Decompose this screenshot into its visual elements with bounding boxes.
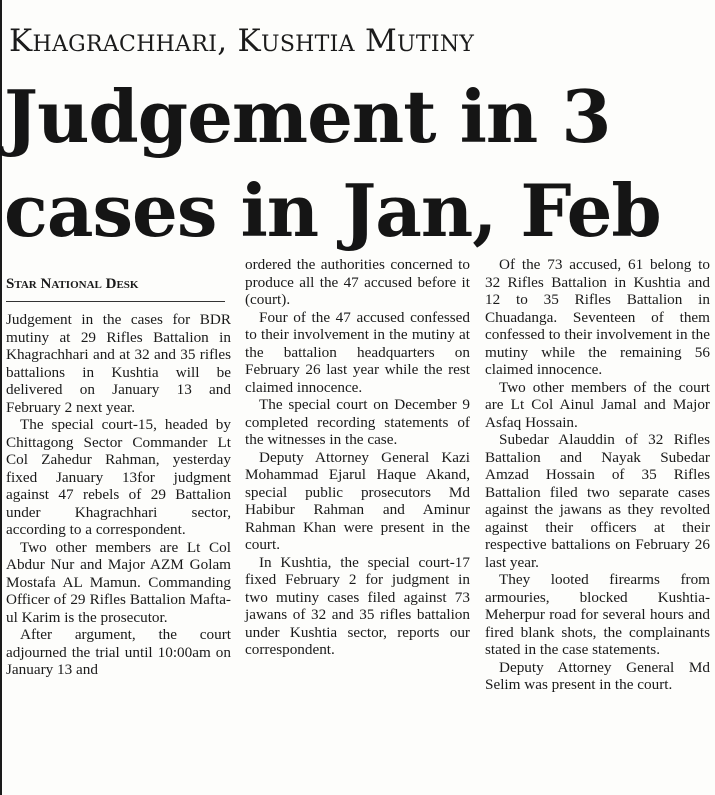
paragraph: Two other members are Lt Col Abdur Nur and Major AZM Golam Mostafa AL Mamun. Commanding Officer of 29 Rifles Battalion Mafta-ul Karim is the prosecutor. — [6, 538, 231, 626]
byline: Star National Desk — [6, 276, 139, 292]
page-edge-line — [0, 0, 2, 795]
paragraph: They looted firearms from armouries, blocked Kushtia-Meherpur road for several hours and fired blank shots, the complainants stated in the case statements. — [485, 571, 710, 658]
article-column-1 — [6, 311, 231, 679]
paragraph: Judgement in the cases for BDR mutiny at 29 Rifles Battalion in Khagrachhari and at 32 and 35 rifles battalions in Kushtia will be delivered on January 13 and February 2 next year. — [6, 311, 231, 416]
paragraph: After argument, the court adjourned the trial until 10:00am on January 13 and — [6, 626, 231, 678]
paragraph: Subedar Alauddin of 32 Rifles Battalion and Nayak Subedar Amzad Hossain of 35 Rifles Battalion filed two separate cases against the jawans as they revolted against their officers at their respective battalions on February 26 last year. — [485, 431, 710, 571]
kicker-line: Khagrachhari, Kushtia Mutiny — [9, 23, 475, 59]
article-column-3 — [485, 256, 710, 694]
paragraph: Four of the 47 accused confessed to their involvement in the mutiny at the battalion headquarters on February 26 last year while the rest claimed innocence. — [245, 308, 470, 396]
paragraph: Deputy Attorney General Md Selim was present in the court. — [485, 658, 710, 693]
paragraph: ordered the authorities concerned to produce all the 47 accused before it (court). — [245, 256, 470, 308]
paragraph: Deputy Attorney General Kazi Mohammad Ejarul Haque Akand, special public prosecutors Md Habibur Rahman and Aminur Rahman Khan were present in the court. — [245, 448, 470, 553]
headline: Judgement in 3 cases in Jan, Feb — [4, 74, 661, 253]
article-column-2 — [245, 256, 470, 659]
paragraph: The special court-15, headed by Chittagong Sector Commander Lt Col Zahedur Rahman, yesterday fixed January 13for judgment against 47 rebels of 29 Battalion under Khagrachhari sector, according to a correspondent. — [6, 416, 231, 538]
paragraph: The special court on December 9 completed recording statements of the witnesses in the case. — [245, 396, 470, 448]
paragraph: In Kushtia, the special court-17 fixed February 2 for judgment in two mutiny cases filed against 73 jawans of 32 and 35 rifles battalion under Kushtia sector, reports our correspondent. — [245, 553, 470, 658]
paragraph: Two other members of the court are Lt Col Ainul Jamal and Major Asfaq Hossain. — [485, 378, 710, 431]
paragraph: Of the 73 accused, 61 belong to 32 Rifles Battalion in Kushtia and 12 to 35 Rifles Battalion in Chuadanga. Seventeen of them confessed to their involvement in the mutiny while the remaining 56 claimed innocence. — [485, 256, 710, 378]
byline-divider — [6, 301, 225, 302]
